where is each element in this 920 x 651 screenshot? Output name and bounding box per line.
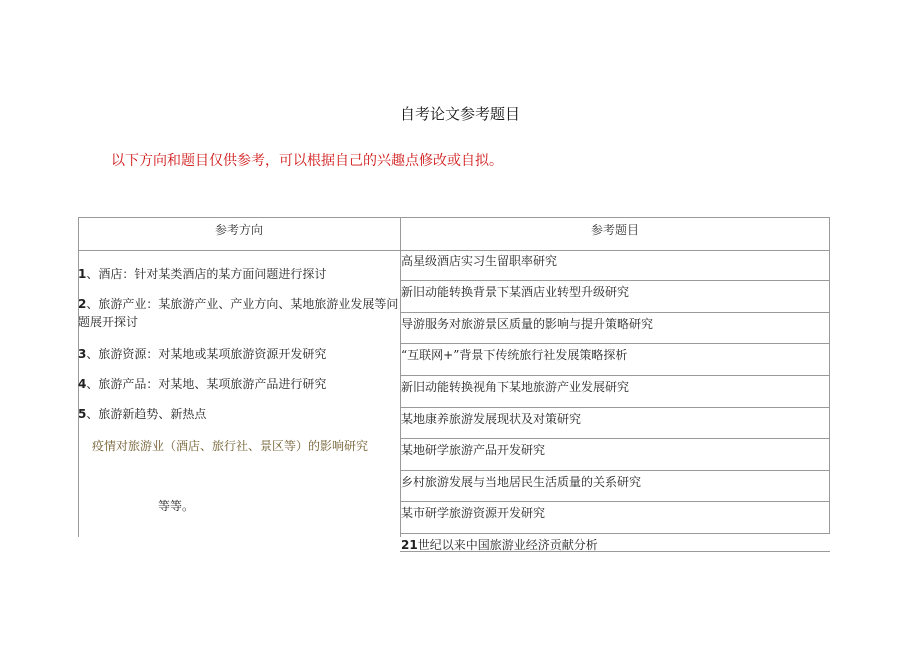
row-divider	[400, 312, 830, 313]
topic-item: 某地康养旅游发展现状及对策研究	[401, 412, 582, 426]
direction-number: 5	[78, 407, 87, 421]
topic-text: 世纪以来中国旅游业经济贡献分析	[417, 538, 598, 552]
direction-number: 1	[78, 267, 87, 281]
direction-extra: 疫情对旅游业（酒店、旅行社、景区等）的影响研究	[92, 439, 369, 453]
direction-text: 、旅游新趋势、新热点	[86, 407, 207, 421]
row-divider	[400, 407, 830, 408]
topic-item: “互联网+”背景下传统旅行社发展策略探析	[401, 348, 628, 362]
row-divider	[400, 470, 830, 471]
row-divider	[400, 375, 830, 376]
direction-item	[78, 265, 400, 283]
instruction-note: 以下方向和题目仅供参考，可以根据自己的兴趣点修改或自拟。	[111, 153, 503, 169]
topic-item: 某地研学旅游产品开发研究	[401, 443, 546, 457]
topic-item: 乡村旅游发展与当地居民生活质量的关系研究	[401, 475, 642, 489]
direction-number: 2	[78, 297, 87, 311]
table-top-border	[78, 217, 830, 218]
topic-item: 高星级酒店实习生留职率研究	[401, 254, 558, 268]
direction-item	[78, 295, 400, 331]
document-title: 自考论文参考题目	[399, 105, 520, 123]
row-divider	[400, 501, 830, 502]
topic-item: 新旧动能转换视角下某地旅游产业发展研究	[401, 380, 630, 394]
direction-text: 、酒店：针对某类酒店的某方面问题进行探讨	[86, 267, 327, 281]
header-bottom-border	[78, 250, 830, 251]
row-divider	[400, 438, 830, 439]
header-direction: 参考方向	[214, 223, 263, 237]
topic-item: 导游服务对旅游景区质量的影响与提升策略研究	[401, 317, 654, 331]
direction-text: 、旅游产业：某旅游产业、产业方向、某地旅游业发展等问题展开探讨	[78, 297, 399, 329]
direction-text: 、旅游产品：对某地、某项旅游产品进行研究	[86, 377, 327, 391]
row-divider	[400, 280, 830, 281]
row-divider	[400, 533, 830, 534]
direction-number: 4	[78, 377, 87, 391]
reference-table	[78, 217, 831, 551]
topic-item: 某市研学旅游资源开发研究	[401, 506, 546, 520]
direction-item	[78, 405, 400, 423]
topic-item-last	[401, 536, 829, 553]
direction-number: 3	[78, 347, 87, 361]
direction-item	[78, 375, 400, 393]
topic-item: 新旧动能转换背景下某酒店业转型升级研究	[401, 285, 630, 299]
row-divider	[400, 343, 830, 344]
direction-text: 、旅游资源：对某地或某项旅游资源开发研究	[86, 347, 327, 361]
direction-etc: 等等。	[158, 499, 195, 513]
direction-item	[78, 345, 400, 363]
topic-number: 21	[401, 538, 418, 552]
header-topics: 参考题目	[590, 223, 639, 237]
